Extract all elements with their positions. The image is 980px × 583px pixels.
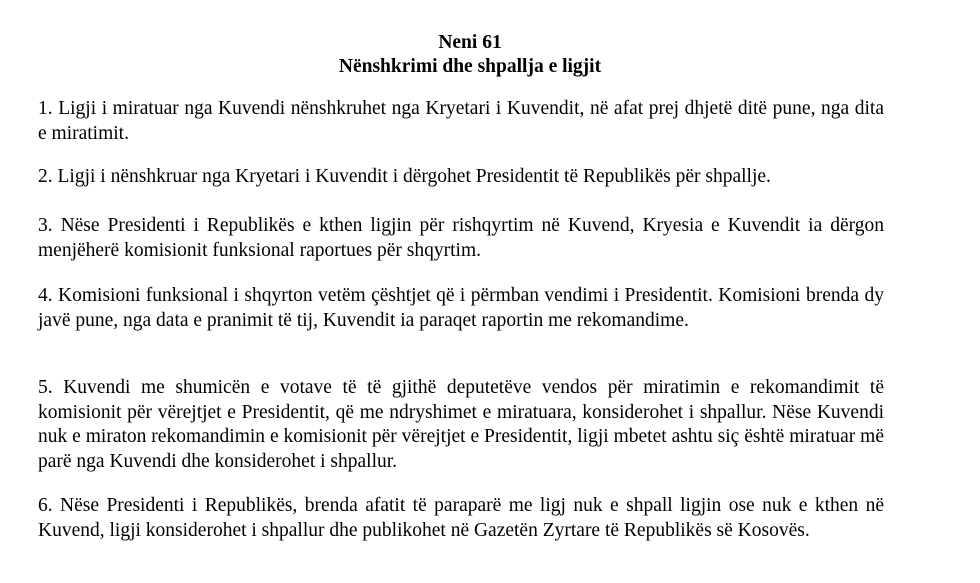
paragraph-1: 1. Ligji i miratuar nga Kuvendi nënshkruhet nga Kryetari i Kuvendit, në afat prej dhjetë ditë pune, nga dita e miratimit.: [38, 98, 884, 144]
paragraph-4: 4. Komisioni funksional i shqyrton vetëm çështjet që i përmban vendimi i Presidentit. Komisioni brenda dy javë pune, nga data e pranimit të tij, Kuvendit ia paraqet raportin me rekomandime.: [38, 285, 884, 331]
paragraph-6: 6. Nëse Presidenti i Republikës, brenda afatit të paraparë me ligj nuk e shpall ligjin ose nuk e kthen në Kuvend, ligji konsiderohet i shpallur dhe publikohet në Gazetën Zyrtare të Republikës së Kosovës.: [38, 495, 884, 541]
article-title: Nënshkrimi dhe shpallja e ligjit: [338, 56, 602, 77]
paragraph-3: 3. Nëse Presidenti i Republikës e kthen ligjin për rishqyrtim në Kuvend, Kryesia e Kuvendit ia dërgon menjëherë komisionit funksional raportues për shqyrtim.: [38, 215, 884, 261]
article-number: Neni 61: [438, 32, 502, 53]
paragraph-2: 2. Ligji i nënshkruar nga Kryetari i Kuvendit i dërgohet Presidentit të Republikës për shpallje.: [38, 166, 771, 187]
paragraph-5: 5. Kuvendi me shumicën e votave të të gjithë deputetëve vendos për miratimin e rekomandimit të komisionit për vërejtjet e Presidentit, që me ndryshimet e miratuara, konsiderohet i shpallur. Nëse Kuvendi nuk e miraton rekomandimin e komisionit për vërejtjet e Presidentit, ligji mbetet ashtu siç është miratuar më parë nga Kuvendi dhe konsiderohet i shpallur.: [38, 377, 884, 472]
